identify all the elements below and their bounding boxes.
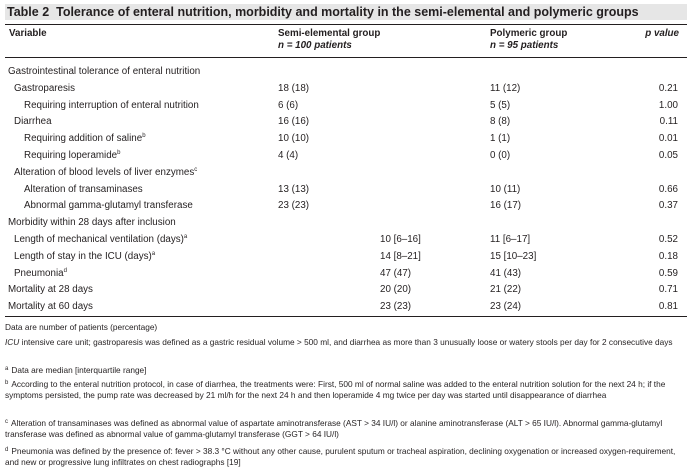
cell-p-value: 0.37 bbox=[658, 200, 678, 212]
cell-p-value: 0.66 bbox=[658, 183, 678, 195]
note-d-text: Pneumonia was defined by the presence of: fever > 38.3 °C without any other cause, purulent sputum or tracheal aspiration, declining oxygenation or increased oxygen-requirement, and new or progressive lung infiltrates on chest radiographs [19] bbox=[5, 446, 676, 467]
note-a-mark: a bbox=[5, 366, 9, 372]
table-caption: Tolerance of enteral nutrition, morbidity and mortality in the semi-elemental and polymeric groups bbox=[56, 5, 639, 19]
cell-semi-elemental: 47 (47) bbox=[380, 267, 412, 279]
cell-semi-elemental: 18 (18) bbox=[278, 82, 310, 94]
cell-polymeric: 11 [6–17] bbox=[490, 234, 531, 245]
row-label bbox=[14, 267, 67, 280]
cell-polymeric: 10 (11) bbox=[490, 183, 521, 195]
note-b-text: According to the enteral nutrition protocol, in case of diarrhea, the treatments were: First, 500 ml of normal saline was added to the enteral nutrition solution for the next 24 h; if the symptoms persisted, the pump rate was decreased by 21 ml/h for the next 24 h and then loperamide 4 mg twice per day was started until disappearance of diarrhea bbox=[5, 379, 666, 400]
note-a-text: Data are median [interquartile range] bbox=[11, 365, 147, 375]
cell-p-value: 0.52 bbox=[658, 234, 678, 245]
row-label-text: Requiring addition of saline bbox=[24, 133, 143, 145]
cell-semi-elemental: 6 (6) bbox=[278, 99, 299, 111]
row-label-text: Abnormal gamma-glutamyl transferase bbox=[24, 200, 193, 212]
row-label-text: Mortality at 28 days bbox=[8, 284, 93, 296]
row-label-text: Requiring interruption of enteral nutrition bbox=[24, 99, 199, 111]
cell-semi-elemental: 4 (4) bbox=[278, 150, 299, 161]
header-polymeric-n: n = 95 patients bbox=[490, 40, 559, 51]
cell-polymeric: 8 (8) bbox=[490, 116, 511, 128]
note-b bbox=[5, 379, 687, 401]
row-label bbox=[24, 199, 193, 212]
header-rule bbox=[5, 57, 687, 58]
header-polymeric: Polymeric group bbox=[490, 28, 568, 39]
cell-polymeric: 11 (12) bbox=[490, 82, 521, 94]
note-d bbox=[5, 446, 687, 468]
cell-semi-elemental: 13 (13) bbox=[278, 183, 310, 195]
cell-polymeric: 41 (43) bbox=[490, 267, 522, 279]
cell-p-value: 0.18 bbox=[658, 250, 678, 262]
cell-polymeric: 0 (0) bbox=[490, 150, 511, 161]
footnote-mark: a bbox=[183, 234, 188, 240]
row-label-text: Requiring loperamide bbox=[24, 150, 118, 161]
header-variable: Variable bbox=[9, 28, 47, 39]
note-d-mark: d bbox=[5, 447, 9, 453]
table-title bbox=[5, 4, 687, 20]
row-label bbox=[8, 65, 200, 78]
row-label bbox=[24, 183, 143, 196]
note-b-mark: b bbox=[5, 380, 9, 386]
footnote-mark: d bbox=[63, 267, 67, 274]
note-abbr-icu: ICU bbox=[5, 337, 20, 347]
cell-p-value: 0.81 bbox=[658, 301, 678, 313]
cell-semi-elemental: 14 [8–21] bbox=[380, 250, 421, 262]
note-c-mark: c bbox=[5, 419, 8, 425]
cell-semi-elemental: 10 (10) bbox=[278, 133, 310, 145]
table-number: Table 2 bbox=[7, 5, 50, 19]
row-label bbox=[24, 99, 199, 112]
note-c bbox=[5, 418, 687, 440]
cell-p-value: 0.11 bbox=[659, 116, 678, 128]
row-label bbox=[14, 233, 187, 246]
cell-semi-elemental: 23 (23) bbox=[278, 200, 310, 212]
row-label bbox=[8, 216, 176, 229]
row-label-text: Morbidity within 28 days after inclusion bbox=[8, 217, 176, 229]
header-semi-elemental: Semi-elemental group bbox=[278, 28, 381, 39]
footnote-mark: a bbox=[151, 250, 156, 257]
note-a bbox=[5, 365, 687, 376]
cell-p-value: 0.59 bbox=[658, 267, 678, 279]
cell-p-value: 1.00 bbox=[658, 99, 678, 111]
row-label bbox=[14, 82, 75, 95]
cell-polymeric: 23 (24) bbox=[490, 301, 522, 313]
top-rule bbox=[5, 24, 687, 25]
row-label bbox=[24, 149, 120, 162]
row-label bbox=[8, 300, 93, 313]
row-label bbox=[14, 250, 155, 263]
cell-polymeric: 15 [10–23] bbox=[490, 250, 537, 262]
footnote-mark: b bbox=[142, 133, 146, 140]
header-p-value: p value bbox=[645, 28, 679, 39]
row-label bbox=[14, 115, 52, 128]
cell-semi-elemental: 23 (23) bbox=[380, 301, 412, 313]
header-semi-elemental-n: n = 100 patients bbox=[278, 40, 352, 51]
row-label bbox=[14, 166, 197, 179]
note-data-format: Data are number of patients (percentage) bbox=[5, 322, 158, 332]
row-label-text: Pneumonia bbox=[14, 267, 64, 279]
row-label-text: Mortality at 60 days bbox=[8, 301, 93, 313]
cell-semi-elemental: 20 (20) bbox=[380, 284, 412, 296]
cell-polymeric: 21 (22) bbox=[490, 284, 522, 296]
cell-semi-elemental: 16 (16) bbox=[278, 116, 310, 128]
row-label-text: Gastroparesis bbox=[14, 82, 75, 94]
cell-polymeric: 5 (5) bbox=[490, 99, 511, 111]
cell-p-value: 0.71 bbox=[658, 284, 678, 296]
row-label bbox=[24, 132, 146, 145]
cell-semi-elemental: 10 [6–16] bbox=[380, 234, 421, 245]
row-label-text: Length of stay in the ICU (days) bbox=[14, 250, 152, 262]
note-abbreviations bbox=[5, 337, 687, 348]
cell-p-value: 0.21 bbox=[658, 82, 678, 94]
footnote-mark: b bbox=[117, 150, 121, 156]
row-label-text: Length of mechanical ventilation (days) bbox=[14, 234, 184, 245]
bottom-rule bbox=[5, 316, 687, 317]
cell-polymeric: 16 (17) bbox=[490, 200, 522, 212]
footnote-mark: c bbox=[194, 166, 198, 173]
row-label-text: Diarrhea bbox=[14, 116, 52, 128]
note-abbr-text: intensive care unit; gastroparesis was defined as a gastric residual volume > 500 ml, and diarrhea as more than 3 unusually loose or watery stools per day for 2 consecutive days bbox=[19, 337, 673, 347]
cell-p-value: 0.01 bbox=[658, 133, 678, 145]
row-label-text: Gastrointestinal tolerance of enteral nutrition bbox=[8, 66, 201, 77]
cell-polymeric: 1 (1) bbox=[490, 133, 511, 145]
row-label-text: Alteration of transaminases bbox=[24, 183, 143, 195]
cell-p-value: 0.05 bbox=[658, 150, 678, 161]
row-label bbox=[8, 283, 93, 296]
note-c-text: Alteration of transaminases was defined as abnormal value of aspartate aminotransferase (AST > 34 IU/l) or alanine aminotransferase (ALT > 65 IU/l). Abnormal gamma-glutamyl transferase was defined as abnormal value of gamma-glutamyl transferase (GGT > 64 IU/l) bbox=[5, 418, 663, 439]
row-label-text: Alteration of blood levels of liver enzymes bbox=[14, 166, 195, 178]
